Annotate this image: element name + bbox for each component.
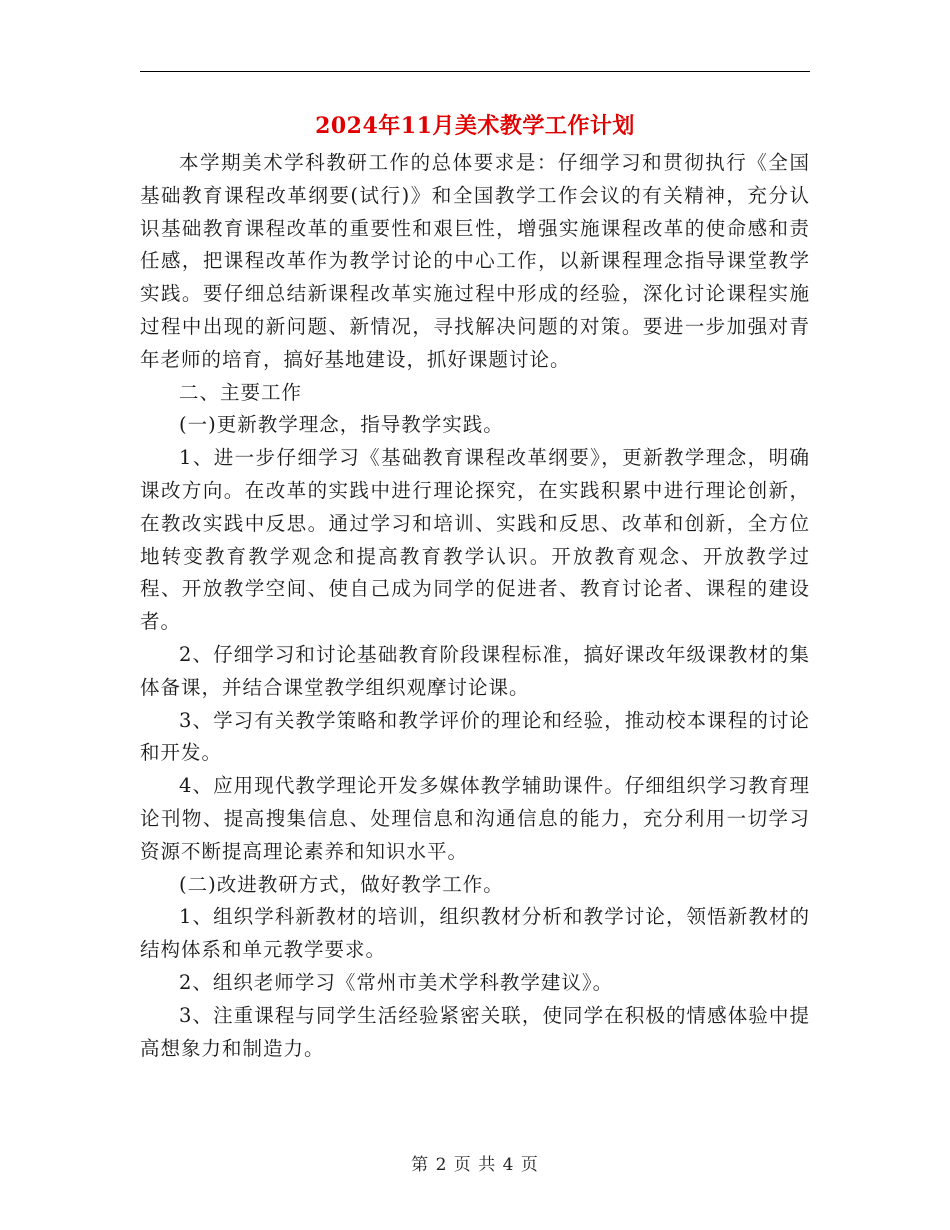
document-title: 2024年11月美术教学工作计划 bbox=[315, 113, 635, 139]
header-rule bbox=[140, 71, 810, 72]
paragraph-item: 4、应用现代教学理论开发多媒体教学辅助课件。仔细组织学习教育理论刊物、提高搜集信息、处理信息和沟通信息的能力，充分利用一切学习资源不断提高理论素养和知识水平。 bbox=[140, 774, 810, 863]
paragraph-item: 3、学习有关教学策略和教学评价的理论和经验，推动校本课程的讨论和开发。 bbox=[140, 708, 810, 765]
paragraph-item: 1、组织学科新教材的培训，组织教材分析和教学讨论，领悟新教材的结构体系和单元教学要求。 bbox=[140, 905, 810, 962]
section-heading-main-work: 二、主要工作 bbox=[179, 380, 303, 404]
paragraph-item: 2、组织老师学习《常州市美术学科教学建议》。 bbox=[179, 970, 614, 994]
page-number-footer: 第 2 页 共 4 页 bbox=[411, 1155, 539, 1175]
document-body bbox=[140, 147, 810, 1065]
subsection-heading-2: (二)改进教研方式，做好教学工作。 bbox=[179, 872, 504, 896]
paragraph-item: 3、注重课程与同学生活经验紧密关联，使同学在积极的情感体验中提高想象力和制造力。 bbox=[140, 1003, 810, 1060]
subsection-heading-1: (一)更新教学理念，指导教学实践。 bbox=[179, 413, 504, 437]
paragraph-item: 2、仔细学习和讨论基础教育阶段课程标准，搞好课改年级课教材的集体备课，并结合课堂教学组织观摩讨论课。 bbox=[140, 642, 810, 699]
paragraph-intro: 本学期美术学科教研工作的总体要求是：仔细学习和贯彻执行《全国基础教育课程改革纲要(试行)》和全国教学工作会议的有关精神，充分认识基础教育课程改革的重要性和艰巨性，增强实施课程改革的使命感和责任感，把课程改革作为教学讨论的中心工作，以新课程理念指导课堂教学实践。要仔细总结新课程改革实施过程中形成的经验，深化讨论课程实施过程中出现的新问题、新情况，寻找解决问题的对策。要进一步加强对青年老师的培育，搞好基地建设，抓好课题讨论。 bbox=[140, 151, 810, 371]
paragraph-item: 1、进一步仔细学习《基础教育课程改革纲要》，更新教学理念，明确课改方向。在改革的实践中进行理论探究，在实践积累中进行理论创新，在教改实践中反思。通过学习和培训、实践和反思、改革和创新，全方位地转变教育教学观念和提高教育教学认识。开放教育观念、开放教学过程、开放教学空间、使自己成为同学的促进者、教育讨论者、课程的建设者。 bbox=[140, 446, 810, 634]
